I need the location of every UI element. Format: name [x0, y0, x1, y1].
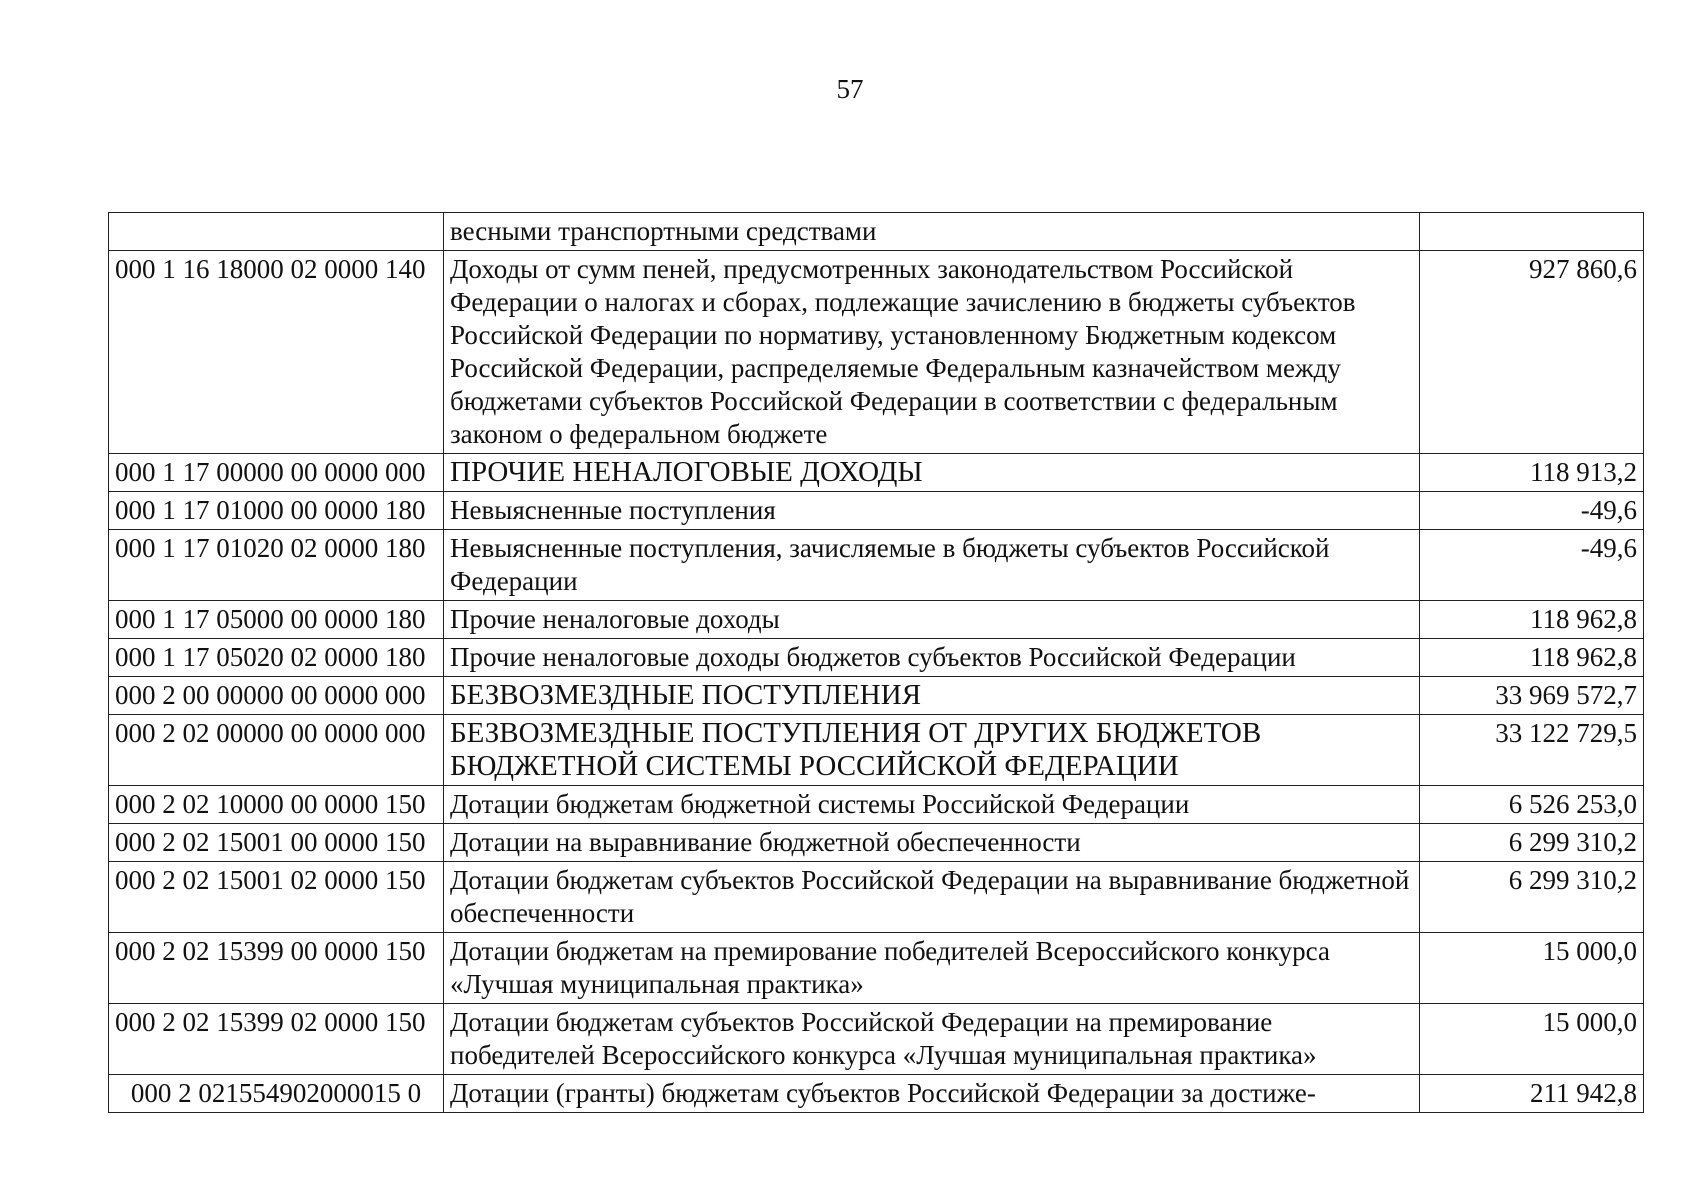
amount-cell: 118 962,8 — [1420, 601, 1644, 639]
budget-code-cell: 000 2 00 00000 00 0000 000 — [109, 677, 444, 715]
amount-cell: 6 299 310,2 — [1420, 824, 1644, 862]
amount-cell: 927 860,6 — [1420, 251, 1644, 454]
table-row — [109, 715, 1644, 786]
description-cell: БЕЗВОЗМЕЗДНЫЕ ПОСТУПЛЕНИЯ ОТ ДРУГИХ БЮДЖЕТОВ БЮДЖЕТНОЙ СИСТЕМЫ РОССИЙСКОЙ ФЕДЕРАЦИИ — [444, 715, 1420, 786]
table-row — [109, 786, 1644, 824]
table-row — [109, 677, 1644, 715]
amount-cell: 15 000,0 — [1420, 933, 1644, 1004]
table-row — [109, 454, 1644, 492]
table-row — [109, 639, 1644, 677]
budget-code-cell: 000 2 02 15001 02 0000 150 — [109, 862, 444, 933]
budget-code-cell: 000 1 17 00000 00 0000 000 — [109, 454, 444, 492]
description-cell: Дотации бюджетам субъектов Российской Федерации на выравнивание бюджетной обеспеченности — [444, 862, 1420, 933]
budget-code-cell: 000 1 17 05020 02 0000 180 — [109, 639, 444, 677]
description-cell: Дотации бюджетам на премирование победителей Всероссийского конкурса «Лучшая муниципальная практика» — [444, 933, 1420, 1004]
description-cell: весными транспортными средствами — [444, 213, 1420, 251]
description-cell: Дотации бюджетам субъектов Российской Федерации на премирование победителей Всероссийского конкурса «Лучшая муниципальная практика» — [444, 1004, 1420, 1075]
description-cell: ПРОЧИЕ НЕНАЛОГОВЫЕ ДОХОДЫ — [444, 454, 1420, 492]
amount-cell: 6 299 310,2 — [1420, 862, 1644, 933]
table-row — [109, 530, 1644, 601]
description-cell: Дотации на выравнивание бюджетной обеспеченности — [444, 824, 1420, 862]
amount-cell: 118 962,8 — [1420, 639, 1644, 677]
table-row — [109, 933, 1644, 1004]
description-cell: БЕЗВОЗМЕЗДНЫЕ ПОСТУПЛЕНИЯ — [444, 677, 1420, 715]
budget-code-cell: 000 2 02 15399 00 0000 150 — [109, 933, 444, 1004]
description-cell: Невыясненные поступления, зачисляемые в бюджеты субъектов Российской Федерации — [444, 530, 1420, 601]
amount-cell: 118 913,2 — [1420, 454, 1644, 492]
budget-code-cell: 000 2 02 15399 02 0000 150 — [109, 1004, 444, 1075]
budget-code-cell: 000 1 17 01020 02 0000 180 — [109, 530, 444, 601]
amount-cell: 33 122 729,5 — [1420, 715, 1644, 786]
description-cell: Прочие неналоговые доходы бюджетов субъектов Российской Федерации — [444, 639, 1420, 677]
table-row — [109, 213, 1644, 251]
table-row — [109, 1075, 1644, 1113]
amount-cell: -49,6 — [1420, 530, 1644, 601]
page-number: 57 — [836, 74, 864, 104]
amount-cell: 211 942,8 — [1420, 1075, 1644, 1113]
description-cell: Невыясненные поступления — [444, 492, 1420, 530]
table-row — [109, 601, 1644, 639]
budget-code-cell: 000 2 02 15001 00 0000 150 — [109, 824, 444, 862]
amount-cell: 15 000,0 — [1420, 1004, 1644, 1075]
budget-code-cell: 000 1 17 01000 00 0000 180 — [109, 492, 444, 530]
table-row — [109, 492, 1644, 530]
budget-code-cell — [109, 213, 444, 251]
budget-code-cell: 000 2 021554902000015 0 — [109, 1075, 444, 1113]
description-cell: Дотации (гранты) бюджетам субъектов Российской Федерации за достиже- — [444, 1075, 1420, 1113]
table-row — [109, 251, 1644, 454]
amount-cell: 6 526 253,0 — [1420, 786, 1644, 824]
budget-code-cell: 000 1 17 05000 00 0000 180 — [109, 601, 444, 639]
description-cell: Прочие неналоговые доходы — [444, 601, 1420, 639]
budget-code-cell: 000 2 02 10000 00 0000 150 — [109, 786, 444, 824]
table-row — [109, 1004, 1644, 1075]
budget-code-cell: 000 1 16 18000 02 0000 140 — [109, 251, 444, 454]
budget-revenue-table — [108, 212, 1644, 1113]
table-row — [109, 824, 1644, 862]
amount-cell: -49,6 — [1420, 492, 1644, 530]
description-cell: Дотации бюджетам бюджетной системы Российской Федерации — [444, 786, 1420, 824]
amount-cell: 33 969 572,7 — [1420, 677, 1644, 715]
table-row — [109, 862, 1644, 933]
budget-code-cell: 000 2 02 00000 00 0000 000 — [109, 715, 444, 786]
amount-cell — [1420, 213, 1644, 251]
description-cell: Доходы от сумм пеней, предусмотренных законодательством Российской Федерации о налогах и сборах, подлежащие зачислению в бюджеты субъектов Российской Федерации по нормативу, установленному Бюджетным кодексом Российской Федерации, распределяемые Федеральным казначейством между бюджетами субъектов Российской Федерации в соответствии с федеральным законом о федеральном бюджете — [444, 251, 1420, 454]
